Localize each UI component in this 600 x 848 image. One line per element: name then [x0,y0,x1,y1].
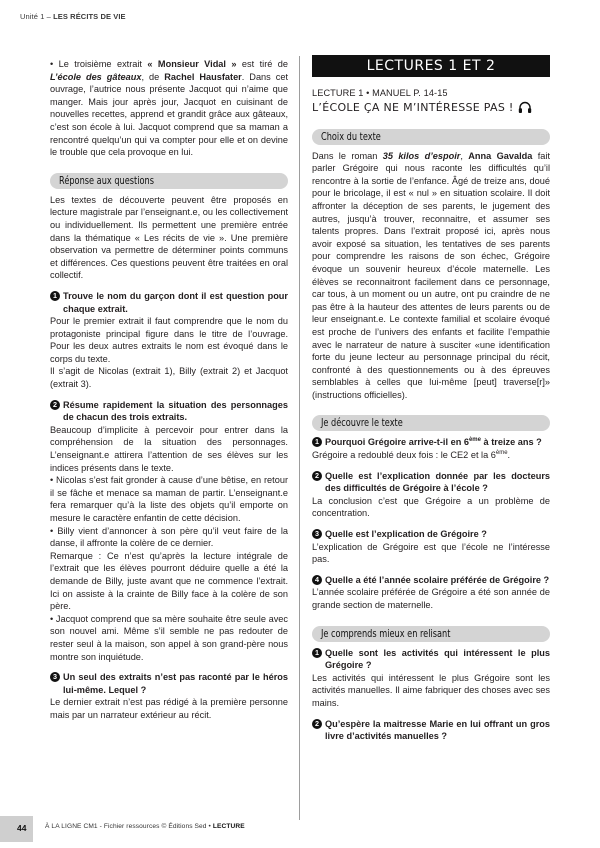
question-number-1: 1 [50,291,60,301]
answer-paragraph: • Nicolas s’est fait gronder à cause d’une bêtise, en retour il se fâche et menace sa maman de partir. L’enseignant.e fera remarquer qu’à la liste des objets qu’il emporte on mesure le caractère enfantin de cette décision. [50,475,288,523]
answer-paragraph: La conclusion c’est que Grégoire a un problème de concentration. [312,495,550,519]
unit-title: LES RÉCITS DE VIE [53,12,126,21]
right-column [312,54,550,743]
answer-paragraph: Pour le premier extrait il faut comprendre que le nom du protagoniste principal figure dans le titre de l’ouvrage. Pour les deux autres extraits le nom est évoqué dans le corps du texte. [50,316,288,364]
answer-paragraph: Beaucoup d’implicite à percevoir pour entrer dans la compréhension de la situation des personnages. L’enseignant.e attirera l’attention de ses élèves sur les indices présents dans le texte. [50,424,288,473]
question-decouvre-2: 2 Quelle est l’explication donnée par les docteurs des difficultés de Grégoire à l’école ? [312,470,550,495]
question-comprends-2: 2 Qu’espère la maitresse Marie en lui offrant un gros livre d’activités manuelles ? [312,718,550,743]
reponses-intro-paragraph: Les textes de découverte peuvent être proposés en lecture magistrale par l’enseignant.e, ou les collectivement ou individuellement. Ils permettent une première entrée dans la thématique « Les récits de vie ». Une première observation va permettre de déterminer points communs et différences. Ces questions peuvent être traitées en oral collectif. [50,194,288,281]
answer-paragraph: Il s’agit de Nicolas (extrait 1), Billy (extrait 2) et Jacquot (extrait 3). [50,366,288,390]
answer-paragraph: Remarque : Ce n’est qu’après la lecture intégrale de l’extrait que les élèves pourront déduire quelle a été la demande de Billy, juste avant que ne commence l’extrait. Ici on assiste à la crainte de Billy face à la colère de son père. [50,550,288,612]
intro-paragraph: • Le troisième extrait « Monsieur Vidal » est tiré de L’école des gâteaux, de Rachel Hausfater. Dans cet ouvrage, l’autrice nous présente Jacquot qui n’aime que manger. Mais jour après jour, Jacquot en cuisinant de nouvelles recettes, apprend et grandit grâce aux gâteaux, c’est son école à lui. Jacquot comprend que sa maman a rencontré quelqu’un qui va compter pour elle et on devine le trouble que cela provoque en lui. [50,59,289,158]
answer-paragraph: • Jacquot comprend que sa mère souhaite être seule avec son nouvel ami. Même s’il semble ne pas redouter de rester seul à la maison, son appel à son grand-père nous montre son inquiétude. [50,613,288,662]
running-head [20,11,126,24]
headphones-icon [518,101,532,114]
question-1: 1 Trouve le nom du garçon dont il est question pour chaque extrait. [50,290,288,315]
unit-label: Unité 1 – [20,12,51,21]
question-decouvre-4: 4 Quelle a été l’année scolaire préférée de Grégoire ? [312,574,550,587]
lectures-banner: LECTURES 1 ET 2 [312,55,550,77]
answer-paragraph: L’année scolaire préférée de Grégoire a été son année de grande section de maternelle. [312,587,550,610]
answer-paragraph: • Billy vient d’annoncer à son père qu’il veut faire de la danse, il affronte la colère de ce dernier. [50,525,288,549]
question-decouvre-3: 3 Quelle est l’explication de Grégoire ? [312,528,550,541]
answer-paragraph: L’explication de Grégoire est que l’école ne l’intéresse pas. [312,541,550,565]
page-number: 44 [0,816,33,842]
question-2: 2 Résume rapidement la situation des personnages de chacun des trois extraits. [50,399,288,424]
column-divider [299,56,300,820]
lecture-title: L’ÉCOLE ÇA NE M’INTÉRESSE PAS ! [312,101,550,115]
footer-credit: À LA LIGNE CM1 - Fichier ressources © Éditions Sed • LECTURE [45,823,245,830]
question-comprends-1: 1 Quelle sont les activités qui intéressent le plus Grégoire ? [312,647,550,672]
lecture-reference: LECTURE 1 • MANUEL P. 14-15 [312,88,448,98]
answer-paragraph: Le dernier extrait n’est pas rédigé à la première personne mais par un narrateur extérieur au récit. [50,697,288,720]
left-column [50,58,288,722]
question-3: 3 Un seul des extraits n’est pas raconté par le héros lui-même. Lequel ? [50,671,288,696]
question-number-3: 3 [50,672,60,682]
answer-paragraph: Grégoire a redoublé deux fois : le CE2 et la 6ème. [312,450,511,461]
section-heading-choix: Choix du texte [312,129,550,145]
section-heading-comprends: Je comprends mieux en relisant [312,626,550,642]
question-number-2: 2 [50,400,60,410]
answer-paragraph: Les activités qui intéressent le plus Grégoire sont les activités manuelles. Il aime fabriquer des choses avec ses mains. [312,672,550,708]
question-decouvre-1: 1 Pourquoi Grégoire arrive-t-il en 6ème à treize ans ? [312,436,550,449]
choix-paragraph: Dans le roman 35 kilos d’espoir, Anna Gavalda fait parler Grégoire qui nous raconte les difficultés qu’il rencontre à la sortie de l’enfance. Âgé de treize ans, doué pour le bricolage, il est « nul » en situation scolaire. Il doit affronter la déception de ses parents, le jugement des autres, jusqu’à trouver, reconnaitre, et assumer ses talents propres. Dans l’extrait proposé ici, après nous avoir exposé sa situation, les tentatives de ses parents pour comprendre les raisons de son échec, Grégoire évoque un souvenir heureux d’école maternelle. Les élèves se reconnaitront facilement dans ce personnage, car tous, à un moment ou un autre, ont pu craindre de ne pas être à la hauteur des attentes de leurs parents ou de leur enseignant.e. Le contexte familial et scolaire évoqué est proche de l’univers des enfants et facilite l’empathie avec le narrateur de nature à susciter «une identification forte du jeune lecteur au personnage principal du récit, confronté à des questionnements ou à des épreuves semblables à celles que lui-même [peut] traverse[r]» (instructions officielles). [312,150,550,400]
section-heading-reponses: Réponse aux questions [50,173,288,189]
page-footer [0,806,600,836]
section-heading-decouvre: Je découvre le texte [312,415,550,431]
